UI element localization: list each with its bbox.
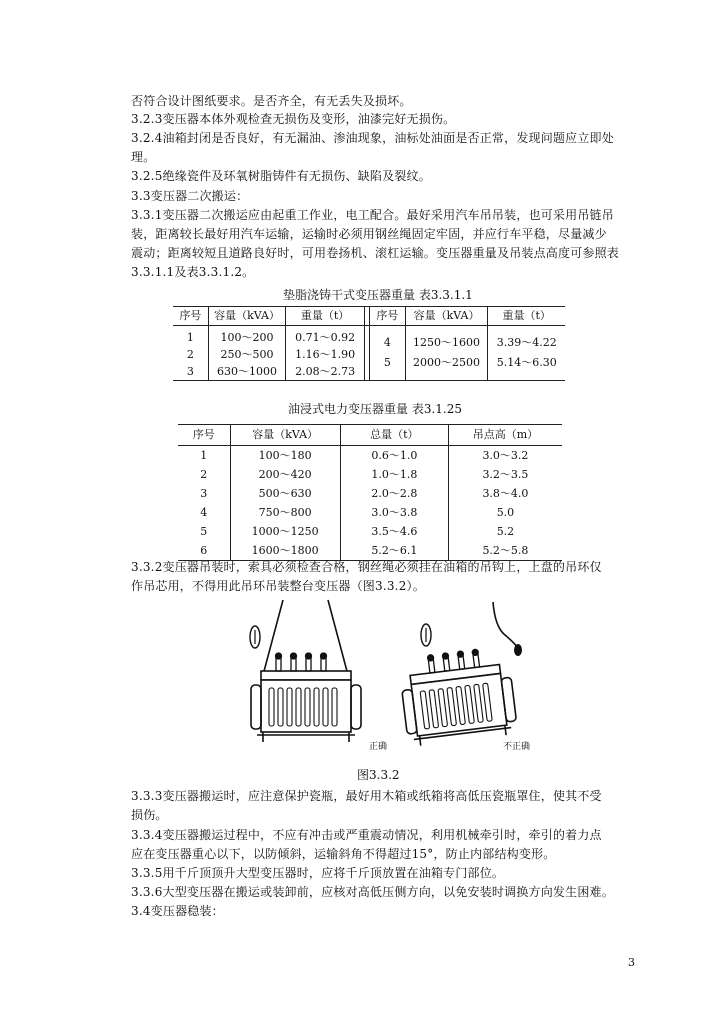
seq-value: 2 <box>186 348 194 361</box>
table-row <box>178 522 562 541</box>
capacity-value: 100～200 <box>220 331 274 344</box>
weight-value: 2.08～2.73 <box>295 365 356 378</box>
table-cell: 1 <box>200 448 208 462</box>
table-row <box>173 326 565 381</box>
table-cell <box>208 326 286 381</box>
table-cell: 500～630 <box>230 484 340 503</box>
text-line: 3.3.2变压器吊装时，索具必须检查合格，钢丝绳必须挂在油箱的吊钩上，上盘的吊环仅 <box>131 560 602 574</box>
weight-value: 3.39～4.22 <box>496 336 557 349</box>
header-total: 总量（t） <box>340 425 448 446</box>
header-hook-height: 吊点高（m） <box>448 425 562 446</box>
table-cell: 3.0～3.8 <box>340 503 448 522</box>
transformer-lifting-figure <box>233 597 533 757</box>
table-row <box>178 446 562 466</box>
table-cell <box>488 326 565 381</box>
text-line: 3.2.4油箱封闭是否良好，有无漏油、渗油现象，油标处油面是否正常，发现问题应立即处 <box>131 131 614 145</box>
text-line: 3.2.5绝缘瓷件及环氧树脂铸件有无损伤、缺陷及裂纹。 <box>131 169 431 183</box>
correct-label: 正确 <box>369 742 388 752</box>
capacity-value: 630～1000 <box>217 365 277 378</box>
dry-transformer-weight-table <box>173 306 565 381</box>
text-line: 3.3变压器二次搬运： <box>131 189 249 203</box>
weight-value: 5.14～6.30 <box>496 356 557 369</box>
table-header-row <box>173 307 565 326</box>
text-line: 否符合设计图纸要求。是否齐全，有无丢失及损坏。 <box>131 94 412 108</box>
table-row <box>178 465 562 484</box>
table2-caption: 油浸式电力变压器重量 表3.1.25 <box>288 402 462 416</box>
table-cell: 4 <box>200 505 208 519</box>
incorrect-label: 不正确 <box>503 742 531 752</box>
page-number: 3 <box>628 956 635 969</box>
correct-lifting-drawing <box>250 600 361 742</box>
table1-caption: 垫脂浇铸干式变压器重量 表3.3.1.1 <box>283 288 473 302</box>
text-line: 损伤。 <box>131 808 168 822</box>
table-cell: 5.0 <box>448 503 562 522</box>
table-cell: 3.5～4.6 <box>340 522 448 541</box>
text-line: 理。 <box>131 150 156 164</box>
weight-value: 0.71～0.92 <box>295 331 356 344</box>
text-line: 3.3.5用千斤顶顶升大型变压器时，应将千斤顶放置在油箱专门部位。 <box>131 866 505 880</box>
table-cell: 1600～1800 <box>230 541 340 561</box>
table-cell: 0.6～1.0 <box>340 446 448 466</box>
oil-transformer-weight-table <box>178 424 562 561</box>
header-seq: 序号 <box>369 307 405 326</box>
table-cell: 3.2～3.5 <box>448 465 562 484</box>
table-cell: 1.0～1.8 <box>340 465 448 484</box>
text-line: 应在变压器重心以下，以防倾斜，运输斜角不得超过15°，防止内部结构变形。 <box>131 847 556 861</box>
table-cell: 3 <box>200 486 208 500</box>
text-line: 3.3.4变压器搬运过程中，不应有冲击或严重震动情况，利用机械牵引时，牵引的着力点 <box>131 828 602 842</box>
table-cell: 2.0～2.8 <box>340 484 448 503</box>
table-header-row <box>178 425 562 446</box>
header-capacity: 容量（kVA） <box>405 307 488 326</box>
table-cell: 1000～1250 <box>230 522 340 541</box>
header-seq: 序号 <box>173 307 208 326</box>
text-line: 3.3.1变压器二次搬运应由起重工作业，电工配合。最好采用汽车吊吊装，也可采用吊链吊 <box>131 208 614 222</box>
seq-value: 3 <box>186 365 194 378</box>
capacity-value: 2000～2500 <box>413 356 481 369</box>
table-cell <box>286 326 365 381</box>
table-cell <box>369 326 405 381</box>
figure-caption: 图3.3.2 <box>357 768 400 782</box>
text-line: 3.3.3变压器搬运时，应注意保护瓷瓶，最好用木箱或纸箱将高低压瓷瓶罩住，使其不受 <box>131 789 602 803</box>
text-line: 作吊芯用，不得用此吊环吊装整台变压器（图3.3.2）。 <box>131 579 425 593</box>
text-line: 装，距离较长最好用汽车运输，运输时必须用钢丝绳固定牢固，并应行车平稳，尽量减少 <box>131 227 607 241</box>
table-cell: 6 <box>200 543 208 557</box>
weight-value: 1.16～1.90 <box>295 348 356 361</box>
table-row <box>178 541 562 561</box>
table-cell: 100～180 <box>230 446 340 466</box>
table-cell: 2 <box>200 467 208 481</box>
seq-value: 1 <box>186 331 194 344</box>
table-cell <box>173 326 208 381</box>
table-cell: 5.2～5.8 <box>448 541 562 561</box>
header-capacity: 容量（kVA） <box>208 307 286 326</box>
table-cell: 5.2 <box>448 522 562 541</box>
table-cell: 3.0～3.2 <box>448 446 562 466</box>
header-seq: 序号 <box>178 425 230 446</box>
capacity-value: 1250～1600 <box>413 336 481 349</box>
table-cell <box>405 326 488 381</box>
incorrect-lifting-drawing <box>398 602 522 747</box>
seq-value: 5 <box>383 356 391 369</box>
table-row <box>178 484 562 503</box>
text-line: 3.3.6大型变压器在搬运或装卸前，应核对高低压侧方向，以免安装时调换方向发生困难。 <box>131 885 614 899</box>
table-cell: 5.2～6.1 <box>340 541 448 561</box>
table-cell: 5 <box>200 524 208 538</box>
text-line: 3.4变压器稳装： <box>131 904 224 918</box>
text-line: 3.2.3变压器本体外观检查无损伤及变形，油漆完好无损伤。 <box>131 112 456 126</box>
table-cell: 3.8～4.0 <box>448 484 562 503</box>
table-cell: 200～420 <box>230 465 340 484</box>
seq-value: 4 <box>383 336 391 349</box>
header-capacity: 容量（kVA） <box>230 425 340 446</box>
header-weight: 重量（t） <box>286 307 365 326</box>
text-line: 3.3.1.1及表3.3.1.2。 <box>131 265 255 279</box>
text-line: 震动；距离较短且道路良好时，可用卷扬机、滚杠运输。变压器重量及吊装点高度可参照表 <box>131 246 620 260</box>
table-cell: 750～800 <box>230 503 340 522</box>
capacity-value: 250～500 <box>220 348 274 361</box>
table-row <box>178 503 562 522</box>
header-weight: 重量（t） <box>488 307 565 326</box>
